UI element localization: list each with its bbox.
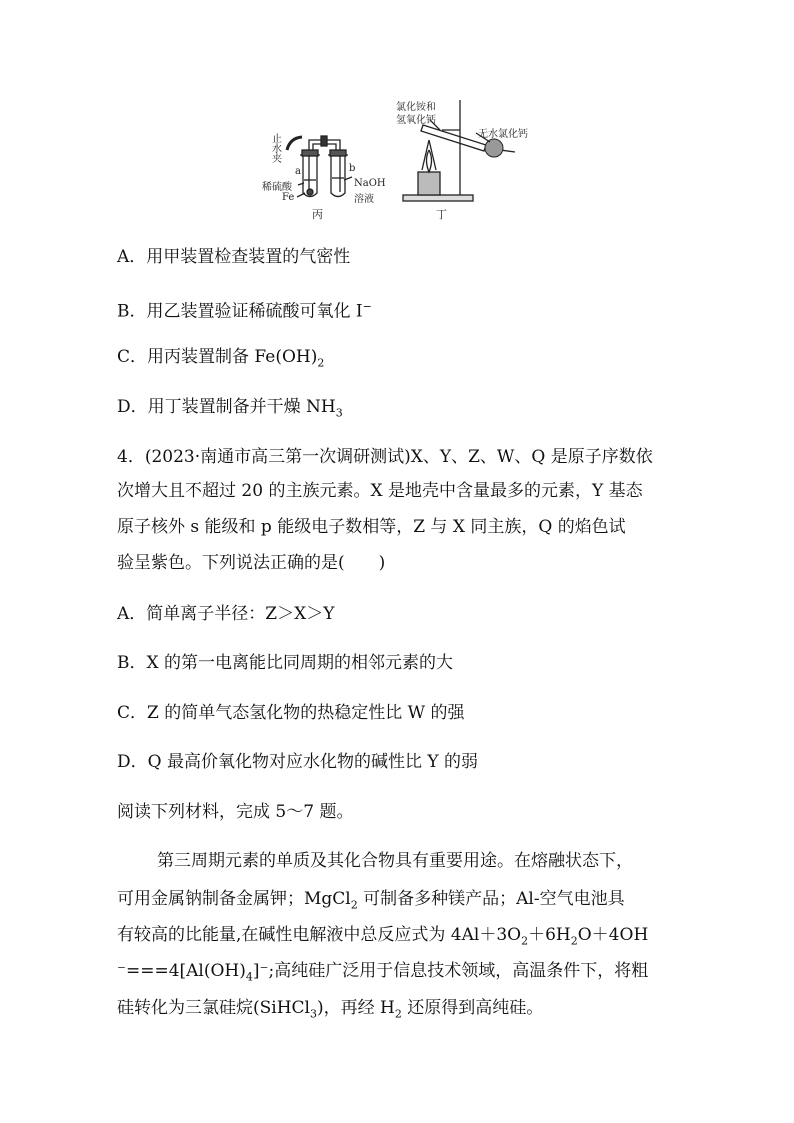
label-reagent1: 氯化铵和 [396, 102, 436, 113]
q4-option-b: B．X 的第一电离能比同周期的相邻元素的大 [117, 653, 453, 673]
label-b: b [349, 163, 356, 174]
q3-option-b: B．用乙装置验证稀硫酸可氧化 I− [117, 300, 372, 322]
q4-stem-line2: 次增大且不超过 20 的主族元素。X 是地壳中含量最多的元素，Y 基态 [117, 481, 643, 501]
label-solution: 溶液 [354, 194, 374, 205]
q4-stem-line1: 4．(2023·南通市高三第一次调研测试)X、Y、Z、W、Q 是原子序数依 [117, 447, 653, 467]
q4-stem-line3: 原子核外 s 能级和 p 能级电子数相等，Z 与 X 同主族，Q 的焰色试 [117, 517, 626, 537]
q4-option-a: A．简单离子半径：Z＞X＞Y [117, 604, 335, 624]
label-clamp: 止 水 夹 [272, 134, 282, 165]
label-naoh: NaOH [354, 178, 386, 189]
label-drier: 无水氯化钙 [478, 129, 528, 140]
material-line2: 可用金属钠制备金属钾；MgCl$_2$ 可制备多种镁产品；Al-空气电池具 [117, 889, 625, 912]
label-a: a [295, 166, 301, 177]
label-acid: 稀硫酸 [262, 182, 292, 193]
q3-option-d: D．用丁装置制备并干燥 $NH_3$ [117, 397, 343, 420]
label-fe: Fe [282, 192, 295, 203]
q3-option-a: A．用甲装置检查装置的气密性 [117, 247, 351, 267]
label-reagent2: 氢氧化钙 [396, 115, 436, 126]
q3-option-c: C．用丙装置制备 $Fe(OH)_2$ [117, 347, 325, 370]
material-line5: 硅转化为三氯硅烷(SiHCl$_3$)，再经 $H_2$ 还原得到高纯硅。 [117, 998, 544, 1021]
reading-prompt: 阅读下列材料，完成 5～7 题。 [117, 802, 354, 822]
material-line1: 第三周期元素的单质及其化合物具有重要用途。在熔融状态下， [157, 851, 633, 871]
q4-option-d: D．Q 最高价氧化物对应水化物的碱性比 Y 的弱 [117, 752, 479, 772]
material-line3: 有较高的比能量,在碱性电解液中总反应式为 $4Al+3O_2+6H_2O+4OH$ [117, 925, 649, 948]
material-line4: $^-===4[Al(OH)_4]^-$;高纯硅广泛用于信息技术领域，高温条件下，将粗 [117, 961, 649, 984]
caption-ding: 丁 [436, 208, 447, 221]
q4-option-c: C．Z 的简单气态氢化物的热稳定性比 W 的强 [117, 703, 465, 723]
caption-bing: 丙 [312, 208, 323, 221]
q4-stem-line4: 验呈紫色。下列说法正确的是( ) [117, 553, 386, 573]
